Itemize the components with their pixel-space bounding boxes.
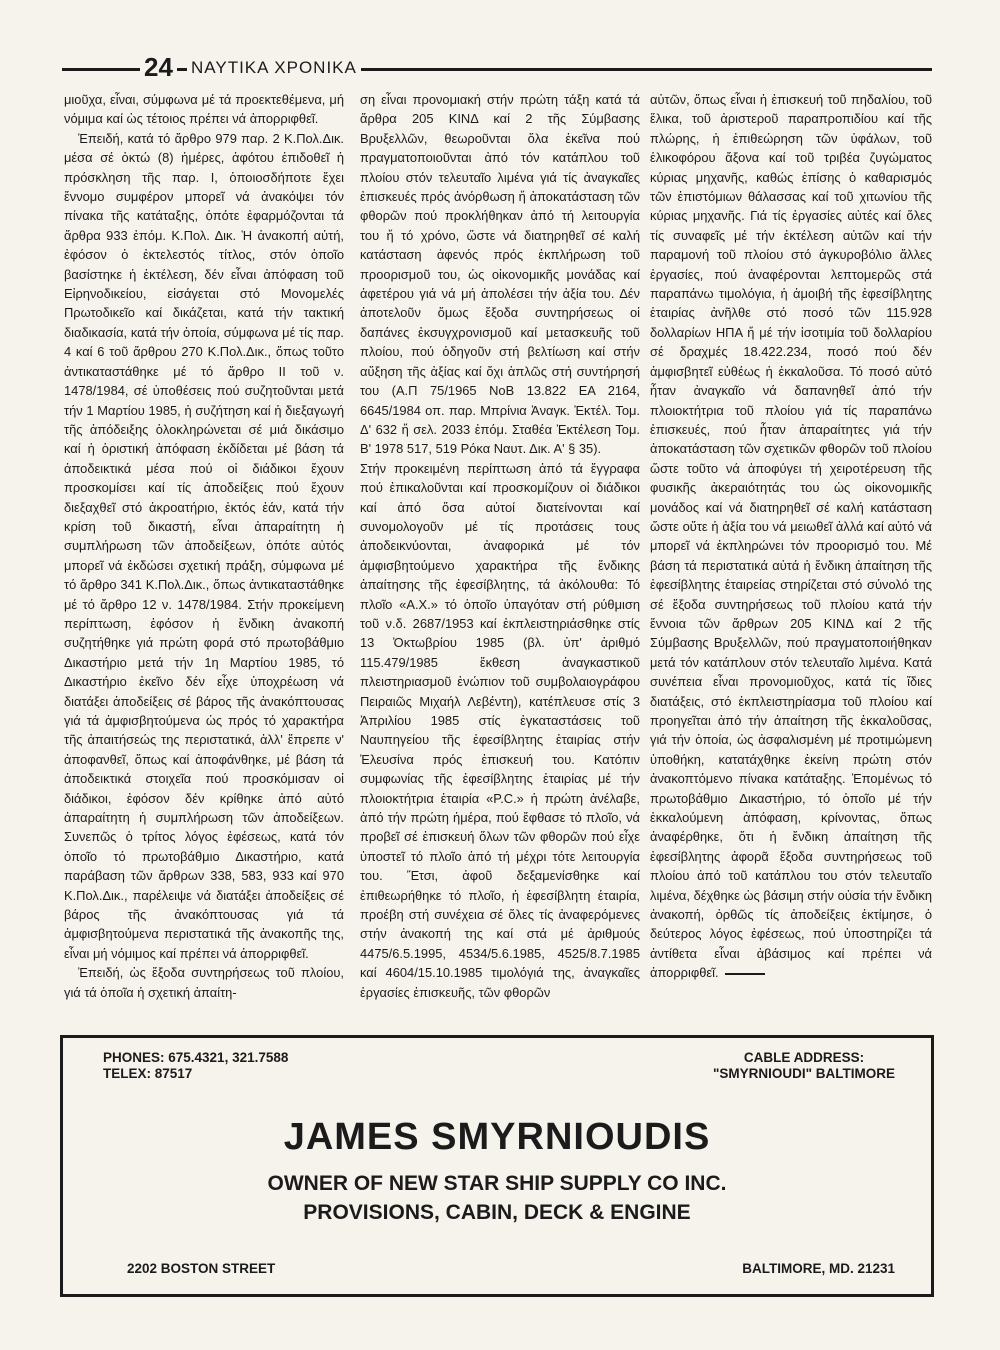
article-column-2 <box>360 90 640 1030</box>
paragraph: ση εἶναι προνομιακή στήν πρώτη τάξη κατά τά ἄρθρα 205 ΚΙΝΔ καί 2 τῆς Σύμβασης Βρυξελλῶν, θεωροῦνται ὅλα ἐκεῖνα πού πραγματοποιοῦνται ἀπό τόν κατάπλου τοῦ πλοίου στόν τελευταῖο λιμένα γιά τίς ἀναγκαῖες ἐπισκευές πρός ἀνόρθωση ἤ ἀποκατάσταση τῶν φθορῶν πού προκλήθηκαν ἀπό τή λειτουργία του ἤ τό χρόνο, ὥστε νά διατηρηθεῖ σέ καλή κατάσταση ἀφενός πρός ἐκπλήρωση τοῦ προορισμοῦ του, ὡς οἰκονομικῆς μονάδας καί ἀφετέρου γιά νά μή ἀπολέσει τήν ἀξία του. Δέν ἀποτελοῦν ὅμως ἔξοδα συντηρήσεως οἱ δαπάνες ἐκσυγχρονισμοῦ καί μετασκευῆς τοῦ πλοίου, πού ὁδηγοῦν στή βελτίωση καί στήν αὔξηση τῆς ἀξίας καί ὄχι ἁπλῶς στή συντήρησή του (Α.Π 75/1965 ΝοΒ 13.822 ΕΑ 2164, 6645/1984 οπ. παρ. Μπρίνια Ἀναγκ. Ἐκτέλ. Τομ. Δ' 632 ἤ σελ. 2033 ἐπόμ. Σταθέα Ἐκτέλεση Τομ. Β' 1978 517, 519 Ρόκα Ναυτ. Δικ. Α' § 35). <box>360 92 640 457</box>
magazine-title: ΝΑΥΤΙΚΑ ΧΡΟΝΙΚΑ <box>187 58 361 78</box>
paragraph: Ἐπειδή, κατά τό ἄρθρο 979 παρ. 2 Κ.Πολ.Δικ. μέσα σέ ὀκτώ (8) ἡμέρες, ἀφότου ἐπιδοθεῖ ἡ πρόσκληση τῆς παρ. Ι, ὁποιοσδήποτε ἔχει ἔννομο συμφέρον μπορεῖ νά ἀνακόψει τόν πίνακα τῆς κατάταξης, ὁπότε ἐφαρμόζονται τά ἄρθρα 933 ἐπόμ. Κ.Πολ. Δικ. Ἡ ἀνακοπή αὐτή, ἐφόσον ὁ ἐκτελεστός τίτλος, στόν ὁποῖο βασίστηκε ἡ ἐκτέλεση, δέν εἶναι ἀπόφαση τοῦ Εἰρηνοδικείου, εἰσάγεται στό Μονομελές Πρωτοδικεῖο καί δικάζεται, κατά τήν τακτική διαδικασία, κατά τήν ὁποία, σύμφωνα μέ τίς παρ. 4 καί 6 τοῦ ἄρθρου 270 Κ.Πολ.Δικ., ὅπως τοῦτο ἀντικαταστάθηκε μέ τό ἄρθρο ΙΙ τοῦ ν. 1478/1984, σέ ὑποθέσεις πού συζητοῦνται μετά τήν 1 Μαρτίου 1985, ἡ συζήτηση καί ἡ διεξαγωγή τῆς ἀπόδειξης ὁλοκληρώνεται σέ μιά δικάσιμο καί ἡ ὁριστική ἀπόφαση ἐκδίδεται μέ βάση τά ἀποδεικτικά μέσα πού οἱ διάδικοι ἔχουν προσκομίσει καί τίς ἀποδείξεις πού ἔχουν διεξαχθεῖ στό ἀκροατήριο, ἐκτός ἐάν, κατά τήν κρίση τοῦ δικαστή, εἶναι ἀπαραίτητη ἡ συμπλήρωση τῶν ἀποδείξεων, ὁπότε αὐτός μπορεῖ νά ἐκδώσει σχετική πράξη, σύμφωνα μέ τό ἄρθρο 341 Κ.Πολ.Δικ., ὅπως ἀντικαταστάθηκε μέ τό ἄρθρο 12 ν. 1478/1984. Στήν προκείμενη περίπτωση, ἐφόσον ἡ ἔνδικη ἀνακοπή συζητήθηκε γιά πρώτη φορά στό πρωτοβάθμιο Δικαστήριο μετά τήν 1η Μαρτίου 1985, τό Δικαστήριο ἐκεῖνο δέν εἶχε ὑποχρέωση νά διατάξει ἀποδείξεις σέ βάρος τῆς ἀνακόπτουσας γιά τά ἀμφισβητούμενα ὡς πρός τό χαρακτήρα τῆς ἀπαιτήσεώς της περιστατικά, ἀλλ' ἔπρεπε ν' ἀποφανθεῖ, ὅπως καί ἀποφάνθηκε, μέ βάση τά ἀποδεικτικά στοιχεῖα πού προσκόμισαν οἱ διάδικοι, ἐφόσον δέν κρίθηκε ἀπό αὐτό ἀπαραίτητη ἡ συμπλήρωση τῶν ἀποδείξεων. Συνεπῶς ὁ τρίτος λόγος ἐφέσεως, κατά τόν ὁποῖο τό πρωτοβάθμιο Δικαστήριο, κατά παράβαση τῶν ἄρθρων 338, 583, 933 καί 970 Κ.Πολ.Δικ., παρέλειψε νά διατάξει ἀποδείξεις σέ βάρος τῆς ἀνακόπτουσας γιά τά ἀμφισβητούμενα περιστατικά τῆς ἀνακοπῆς της, εἶναι μή νόμιμος καί πρέπει νά ἀπορριφθεῖ. <box>64 130 344 961</box>
advertisement <box>60 1035 934 1297</box>
ad-contact <box>103 1050 288 1082</box>
ad-tagline-1: OWNER OF NEW STAR SHIP SUPPLY CO INC. <box>267 1172 727 1195</box>
ad-company-name: JAMES SMYRNIOUDIS <box>283 1116 711 1158</box>
ad-city: BALTIMORE, MD. 21231 <box>742 1261 895 1276</box>
page-header <box>62 52 932 88</box>
paragraph-text: αὐτῶν, ὅπως εἶναι ἡ ἐπισκευή τοῦ πηδαλίου, τοῦ ἕλικα, τοῦ ἀριστεροῦ παραπροπιδίου καί τῆς πλώρης, ἡ ἐπιθεώρηση τῶν ὑφάλων, τοῦ ἑλικοφόρου ἄξονα καί τοῦ τριβέα ζυγώματος κύριας μηχανῆς, καθώς ἐπίσης ὁ καθαρισμός τῶν ἐπιστόμιων θάλασσας καί τοῦ χιτωνίου τῆς κύριας μηχανῆς. Γιά τίς ἐργασίες αὐτές καί ὅλες τίς συναφεῖς μέ τήν ἐκτέλεση αὐτῶν καί τήν παραμονή τοῦ πλοίου στό ἀγκυροβόλιο ἄλλες ἐργασίες, πού ἀναφέρονται λεπτομερῶς στά παραπάνω τιμολόγια, ἡ ἀμοιβή τῆς ἐφεσίβλητης ἑταιρίας ἀνῆλθε στό ποσό τῶν 115.928 δολλαρίων ΗΠΑ ἤ μέ τήν ἰσοτιμία τοῦ δολλαρίου σέ δραχμές 18.422.234, ποσό πού δέν ἀμφισβητεῖ εὐθέως ἡ ἐκκαλοῦσα. Τό ποσό αὐτό ἦταν ἀναγκαῖο νά δαπανηθεῖ ἀπό τήν πλοιοκτήτρια τοῦ πλοίου γιά τίς παραπάνω ἐπισκευές, πού ἦταν ἀπαραίτητες γιά τήν ἀποκατάσταση τῶν σχετικῶν φθορῶν τοῦ πλοίου ὥστε τοῦτο νά ἀποφύγει τή χειροτέρευση τῆς φυσικῆς ἀκεραιότητάς του ὡς οἰκονομικῆς μονάδος καί νά διατηρηθεῖ σέ καλή κατάσταση ὥστε οὔτε ἡ ἀξία του νά μειωθεῖ ἀλλά καί αὐτό νά μπορεῖ νά ἐκπληρώνει τόν προορισμό του. Μέ βάση τά περιστατικά αὐτά ἡ ἔνδικη ἀπαίτηση τῆς ἐφεσίβλητης ἑταιρείας στηρίζεται στό σύνολό της σέ ἔξοδα συντηρήσεως τοῦ πλοίου κατά τήν ἔννοια τῶν ἄρθρων 205 ΚΙΝΔ καί 2 τῆς Σύμβασης Βρυξελλῶν, πού πραγματοποιήθηκαν μετά τόν κατάπλουν στόν τελευταῖο λιμένα. Κατά συνέπεια εἶναι προνομιοῦχος, κατά τίς ἴδιες διατάξεις, στό ἐκπλειστηρίασμα τοῦ πλοίου καί προηγεῖται ἀπό τήν ἀπαίτηση τῆς ἐκκαλοῦσας, γιά τήν ὁποία, ὡς ἀσφαλισμένη μέ προτιμώμενη ὑποθήκη, κατατάχθηκε ἐκείνη πρώτη στόν ἀνακοπτόμενο πίνακα κατάταξης. Ἑπομένως τό πρωτοβάθμιο Δικαστήριο, τό ὁποῖο μέ τήν ἐκκαλούμενη ἀπόφαση, κρίνοντας, ὅπως ἀναφέρθηκε, ὅτι ἡ ἔνδικη ἀπαίτηση τῆς ἐφεσίβλητης ἀφορᾶ ἔξοδα συντηρήσεως τοῦ πλοίου ἀπό τοῦ κατάπλου του στόν τελευταῖο λιμένα, δέχθηκε ὡς βάσιμη στήν οὐσία τήν ἔνδικη ἀνακοπή, ὀρθῶς τίς ἀποδείξεις ἐκτίμησε, ὁ δεύτερος λόγος ἐφέσεως, πού ὑποστηρίζει τά ἀντίθετα εἶναι ἀβάσιμος καί πρέπει νά ἀπορριφθεῖ. <box>650 92 932 981</box>
paragraph: Στήν προκειμένη περίπτωση ἀπό τά ἔγγραφα πού ἐπικαλοῦνται καί προσκομίζουν οἱ διάδικοι καί ἀπό ὅσα αὐτοί διατείνονται καί συνομολογοῦν μέ τίς προτάσεις τους ἀποδεικνύονται, ἀναφορικά μέ τόν ἀμφισβητούμενο χαρακτήρα τῆς ἔνδικης ἀπαίτησης τῆς ἐφεσίβλητης, τά ἀκόλουθα: Τό πλοῖο «Α.Χ.» τό ὁποῖο ὑπαγόταν στή ρύθμιση τοῦ ν.δ. 2687/1953 καί ἐκπλειστηριάσθηκε στίς 13 Ὀκτωβρίου 1985 (βλ. ὑπ' ἀριθμό 115.479/1985 ἔκθεση ἀναγκαστικοῦ πλειστηριασμοῦ ἐνώπιον τοῦ συμβολαιογράφου Πειραιῶς Μιχαήλ Λεβέντη), κατέπλευσε στίς 3 Ἀπριλίου 1985 στίς ἐγκαταστάσεις τοῦ Ναυπηγείου τῆς ἐφεσίβλητης ἑταιρίας στήν Ἐλευσίνα πρός ἐπισκευή του. Κατόπιν συμφωνίας τῆς ἐφεσίβλητης ἑταιρίας μέ τήν πλοιοκτήτρια ἑταιρία «Ρ.C.» ἡ πρώτη ἀνέλαβε, ἀπό τήν πρώτη ἡμέρα, πού ἔφθασε τό πλοῖο, νά προβεῖ σέ ἐπισκευή ὅλων τῶν φθορῶν πού εἶχε ὑποστεῖ τό πλοῖο ἀπό τή μέχρι τότε λειτουργία του. Ἔτσι, ἀφοῦ δεξαμενίσθηκε καί ἐπιθεωρήθηκε τό πλοῖο, ἡ ἐφεσίβλητη ἑταιρία, προέβη στή συνέχεια σέ ὅλες τίς ἀναφερόμενες στήν ἀνακοπή της καί στά μέ ἀριθμούς 4475/6.5.1995, 4534/5.6.1985, 4525/8.7.1985 καί 4604/15.10.1985 τιμολόγιά της, ἀναγκαῖες ἐργασίες ἐπισκευῆς, τῶν φθορῶν <box>360 460 640 1000</box>
article-column-3 <box>650 90 932 1030</box>
ad-telex: TELEX: 87517 <box>103 1066 193 1081</box>
article-end-mark <box>725 973 765 975</box>
page-number: 24 <box>140 52 177 83</box>
paragraph <box>650 90 932 983</box>
ad-cable-value: "SMYRNIOUDI" BALTIMORE <box>712 1066 895 1081</box>
article-column-1 <box>64 90 344 1030</box>
ad-cable-label: CABLE ADDRESS: <box>743 1050 865 1065</box>
ad-street: 2202 BOSTON STREET <box>127 1261 276 1276</box>
paragraph: Ἐπειδή, ὡς ἔξοδα συντηρήσεως τοῦ πλοίου, γιά τά ὁποῖα ἡ σχετική ἀπαίτη- <box>64 965 344 1000</box>
ad-tagline-2: PROVISIONS, CABIN, DECK & ENGINE <box>303 1201 691 1224</box>
paragraph: μιοῦχα, εἶναι, σύμφωνα μέ τά προεκτεθέμενα, μή νόμιμα καί ὡς τέτοιος πρέπει νά ἀπορριφθεῖ. <box>64 92 344 127</box>
ad-cable <box>713 1050 895 1082</box>
ad-phones: PHONES: 675.4321, 321.7588 <box>103 1050 289 1065</box>
